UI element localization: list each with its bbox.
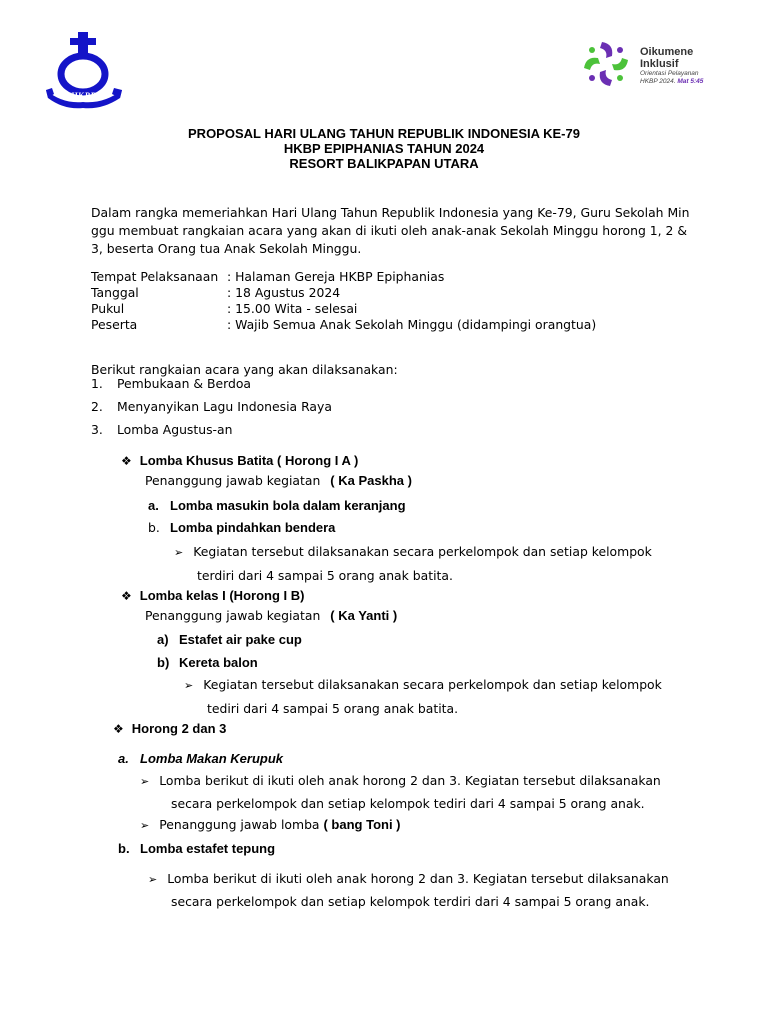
oikumene-year: HKBP 2024. <box>640 78 676 85</box>
item-text: Kereta balon <box>179 655 258 670</box>
item-text: Lomba pindahkan bendera <box>170 520 336 535</box>
pj-label: Penanggung jawab kegiatan <box>145 473 321 488</box>
pj-name: ( Ka Yanti ) <box>330 608 398 623</box>
note-line-2-wrap <box>174 564 652 587</box>
agenda-intro: Berikut rangkaian acara yang akan dilaksanakan: <box>91 362 398 377</box>
batita-item-a <box>148 495 406 514</box>
note-line: secara perkelompok dan setiap kelompok terdiri dari 4 sampai 5 orang anak. <box>171 894 650 909</box>
section-heading-text: Lomba kelas I (Horong I B) <box>139 588 305 603</box>
detail-row <box>91 284 691 300</box>
hkbp-logo <box>42 28 126 110</box>
note-line: terdiri dari 4 sampai 5 orang anak batita. <box>197 568 453 583</box>
doc-title-line-3: RESORT BALIKPAPAN UTARA <box>289 156 479 171</box>
intro-paragraph <box>91 204 689 258</box>
agenda-num: 3. <box>91 422 103 437</box>
arrow-bullet-icon: ➢ <box>184 679 194 692</box>
item-text: Lomba estafet tepung <box>140 841 276 856</box>
section-heading-text: Horong 2 dan 3 <box>131 721 227 736</box>
horong23-b-note <box>148 868 669 913</box>
oikumene-verse: Mat 5:45 <box>677 78 704 85</box>
note-line: Lomba berikut di ikuti oleh anak horong 2 dan 3. Kegiatan tersebut dilaksanakan <box>159 773 661 788</box>
detail-label: Peserta <box>91 317 138 332</box>
event-details <box>91 268 691 332</box>
arrow-bullet-icon: ➢ <box>174 546 184 559</box>
detail-value: : 18 Agustus 2024 <box>227 285 341 300</box>
item-marker: a. <box>148 498 159 513</box>
oikumene-title-1: Oikumene <box>640 46 694 58</box>
oikumene-pinwheel-icon <box>580 38 632 90</box>
oikumene-subtitle: Orientasi Pelayanan <box>640 70 699 77</box>
arrow-bullet-icon: ➢ <box>148 873 158 886</box>
agenda-num: 2. <box>91 399 103 414</box>
batita-pj <box>145 472 412 490</box>
note-line-2-wrap <box>148 891 669 913</box>
batita-note <box>174 540 652 587</box>
note-line-2-wrap <box>140 793 661 815</box>
diamond-bullet-icon: ❖ <box>121 454 132 468</box>
kelas1-pj <box>145 607 397 625</box>
section-horong23-heading <box>113 718 226 737</box>
oikumene-logo <box>580 38 730 90</box>
note-line: tediri dari 4 sampai 5 orang anak batita. <box>207 701 459 716</box>
item-marker: b. <box>148 520 160 535</box>
section-heading-text: Lomba Khusus Batita ( Horong I A ) <box>139 453 359 468</box>
horong23-item-a <box>118 748 283 767</box>
doc-title-line-1: PROPOSAL HARI ULANG TAHUN REPUBLIK INDONESIA KE-79 <box>188 126 580 141</box>
diamond-bullet-icon: ❖ <box>113 722 124 736</box>
batita-item-b <box>148 517 335 537</box>
note-line-2-wrap <box>184 697 662 720</box>
kelas1-item-b <box>157 652 258 671</box>
intro-line-2: ggu membuat rangkaian acara yang akan di ikuti oleh anak-anak Sekolah Minggu horong 1, 2 & <box>91 223 688 238</box>
kelas1-item-a <box>157 629 302 648</box>
agenda-item-2 <box>91 398 332 416</box>
agenda-text: Menyanyikan Lagu Indonesia Raya <box>117 399 332 414</box>
kelas1-note <box>184 673 662 720</box>
item-text: Lomba masukin bola dalam keranjang <box>170 498 406 513</box>
agenda-text: Lomba Agustus-an <box>117 422 233 437</box>
horong23-a-pj <box>140 816 401 835</box>
pj-name: ( Ka Paskha ) <box>330 473 412 488</box>
detail-value: : 15.00 Wita - selesai <box>227 301 358 316</box>
hkbp-logo-text: HKBP <box>71 91 97 100</box>
item-text: Estafet air pake cup <box>179 632 302 647</box>
agenda-item-1 <box>91 375 251 393</box>
note-line: secara perkelompok dan setiap kelompok tediri dari 4 sampai 5 orang anak. <box>171 796 645 811</box>
horong23-item-b <box>118 838 275 857</box>
diamond-bullet-icon: ❖ <box>121 589 132 603</box>
agenda-item-3 <box>91 421 232 439</box>
detail-label: Tempat Pelaksanaan <box>91 269 219 284</box>
item-marker: b. <box>118 841 130 856</box>
agenda-text: Pembukaan & Berdoa <box>117 376 252 391</box>
section-kelas1-heading <box>121 585 304 604</box>
note-line: Kegiatan tersebut dilaksanakan secara perkelompok dan setiap kelompok <box>203 677 662 692</box>
agenda-num: 1. <box>91 376 103 391</box>
doc-title-line-2: HKBP EPIPHANIAS TAHUN 2024 <box>283 141 485 156</box>
detail-row <box>91 316 691 332</box>
detail-row <box>91 268 691 284</box>
note-line: Lomba berikut di ikuti oleh anak horong 2 dan 3. Kegiatan tersebut dilaksanakan <box>167 871 669 886</box>
detail-label: Pukul <box>91 301 125 316</box>
section-batita-heading <box>121 450 358 469</box>
item-marker: a) <box>157 632 169 647</box>
pj-label: Penanggung jawab lomba <box>159 817 320 832</box>
oikumene-title-2: Inklusif <box>640 58 679 70</box>
pj-label: Penanggung jawab kegiatan <box>145 608 321 623</box>
detail-row <box>91 300 691 316</box>
item-marker: a. <box>118 751 129 766</box>
intro-line-1: Dalam rangka memeriahkan Hari Ulang Tahun Republik Indonesia yang Ke-79, Guru Sekolah Min <box>91 205 690 220</box>
oikumene-subtitle-2 <box>640 78 703 85</box>
arrow-bullet-icon: ➢ <box>140 775 150 788</box>
arrow-bullet-icon: ➢ <box>140 819 150 832</box>
detail-value: : Halaman Gereja HKBP Epiphanias <box>227 269 445 284</box>
horong23-a-note <box>140 770 661 815</box>
detail-value: : Wajib Semua Anak Sekolah Minggu (didampingi orangtua) <box>227 317 597 332</box>
item-text: Lomba Makan Kerupuk <box>140 751 284 766</box>
pj-name: ( bang Toni ) <box>323 817 401 832</box>
note-line: Kegiatan tersebut dilaksanakan secara perkelompok dan setiap kelompok <box>193 544 652 559</box>
item-marker: b) <box>157 655 170 670</box>
intro-line-3: 3, beserta Orang tua Anak Sekolah Minggu. <box>91 241 362 256</box>
detail-label: Tanggal <box>91 285 139 300</box>
